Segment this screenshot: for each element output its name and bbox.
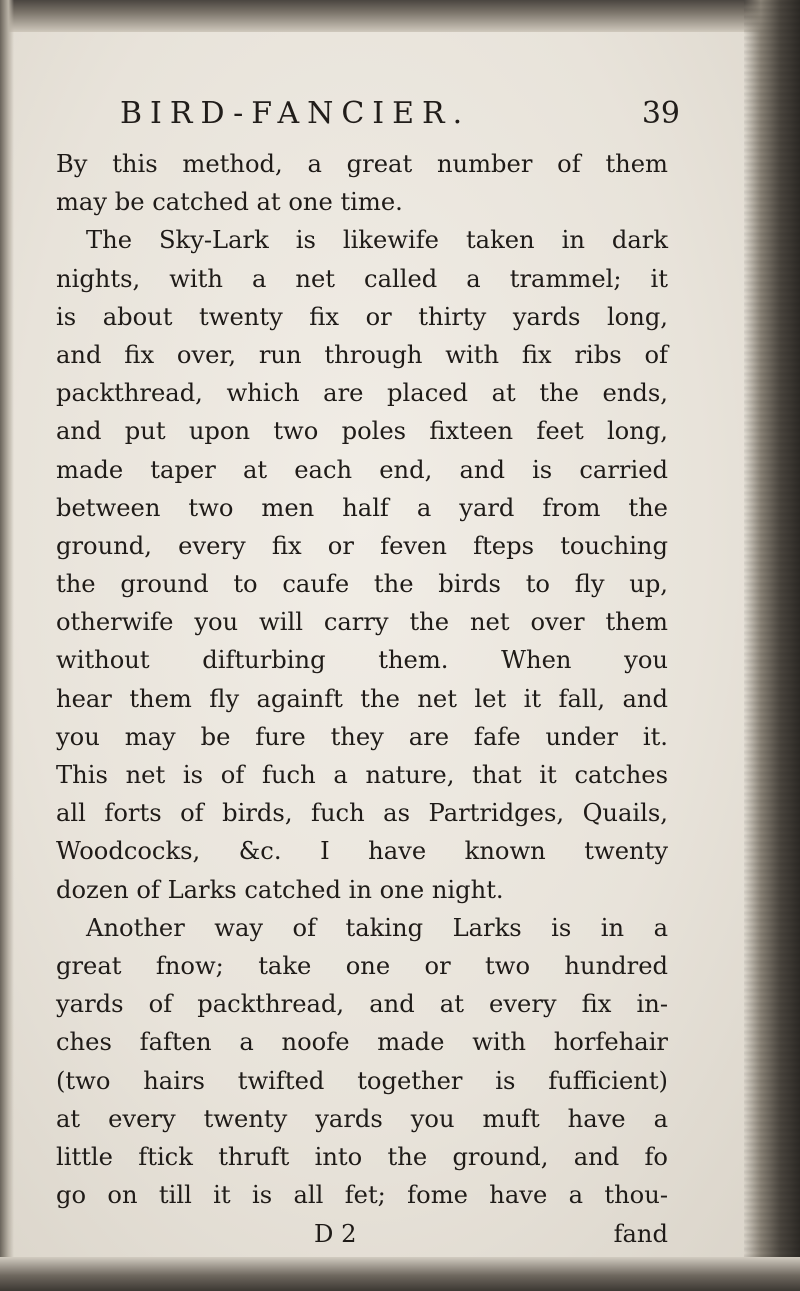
text-line: dozen of Larks catched in one night. <box>56 875 504 904</box>
text-line: may be catched at one time. <box>56 188 403 217</box>
page-left-edge <box>0 0 14 1291</box>
text-line: This net is of fuch a nature, that it catches <box>56 761 668 789</box>
page-bottom-edge <box>0 1257 800 1291</box>
text-line: hear them fly againft the net let it fall, and <box>56 684 668 713</box>
signature-mark: D 2 <box>314 1220 357 1248</box>
text-line: and put upon two poles fixteen feet long, <box>56 417 668 446</box>
text-line: ches faften a noofe made with horfehair <box>56 1028 668 1057</box>
text-line: and fix over, run through with fix ribs of <box>56 340 668 369</box>
page-footer <box>56 1220 668 1258</box>
text-line: yards of packthread, and at every fix in- <box>56 990 668 1019</box>
text-line: The Sky-Lark is likewife taken in dark <box>86 226 668 255</box>
text-line: at every twenty yards you muft have a <box>56 1104 668 1133</box>
text-line: otherwife you will carry the net over them <box>56 608 668 637</box>
catchword: fand <box>613 1220 668 1248</box>
running-head: BIRD-FANCIER. <box>120 96 471 131</box>
text-line: little ftick thruft into the ground, and fo <box>56 1142 668 1171</box>
text-line: is about twenty fix or thirty yards long, <box>56 302 668 331</box>
text-line: between two men half a yard from the <box>56 493 668 522</box>
text-line: the ground to caufe the birds to fly up, <box>56 570 668 599</box>
text-line: ground, every fix or feven fteps touching <box>56 531 668 560</box>
text-line: nights, with a net called a trammel; it <box>56 264 668 293</box>
page-top-edge <box>0 0 800 32</box>
page-gutter-shadow <box>744 0 800 1291</box>
text-line: (two hairs twifted together is fufficient) <box>56 1066 668 1095</box>
text-line: without difturbing them. When you <box>56 646 668 675</box>
text-line: great fnow; take one or two hundred <box>56 951 668 980</box>
text-line: By this method, a great number of them <box>56 150 668 178</box>
text-line: packthread, which are placed at the ends, <box>56 379 668 408</box>
text-line: Woodcocks, &c. I have known twenty <box>56 837 668 866</box>
text-line: you may be fure they are fafe under it. <box>56 722 668 751</box>
text-line: Another way of taking Larks is in a <box>86 913 668 942</box>
page-number: 39 <box>641 96 680 131</box>
body-text <box>56 145 668 1214</box>
text-line: all forts of birds, fuch as Partridges, Quails, <box>56 799 668 828</box>
page-header <box>120 96 680 140</box>
text-line: go on till it is all fet; fome have a thou- <box>56 1181 668 1210</box>
text-line: made taper at each end, and is carried <box>56 455 668 484</box>
